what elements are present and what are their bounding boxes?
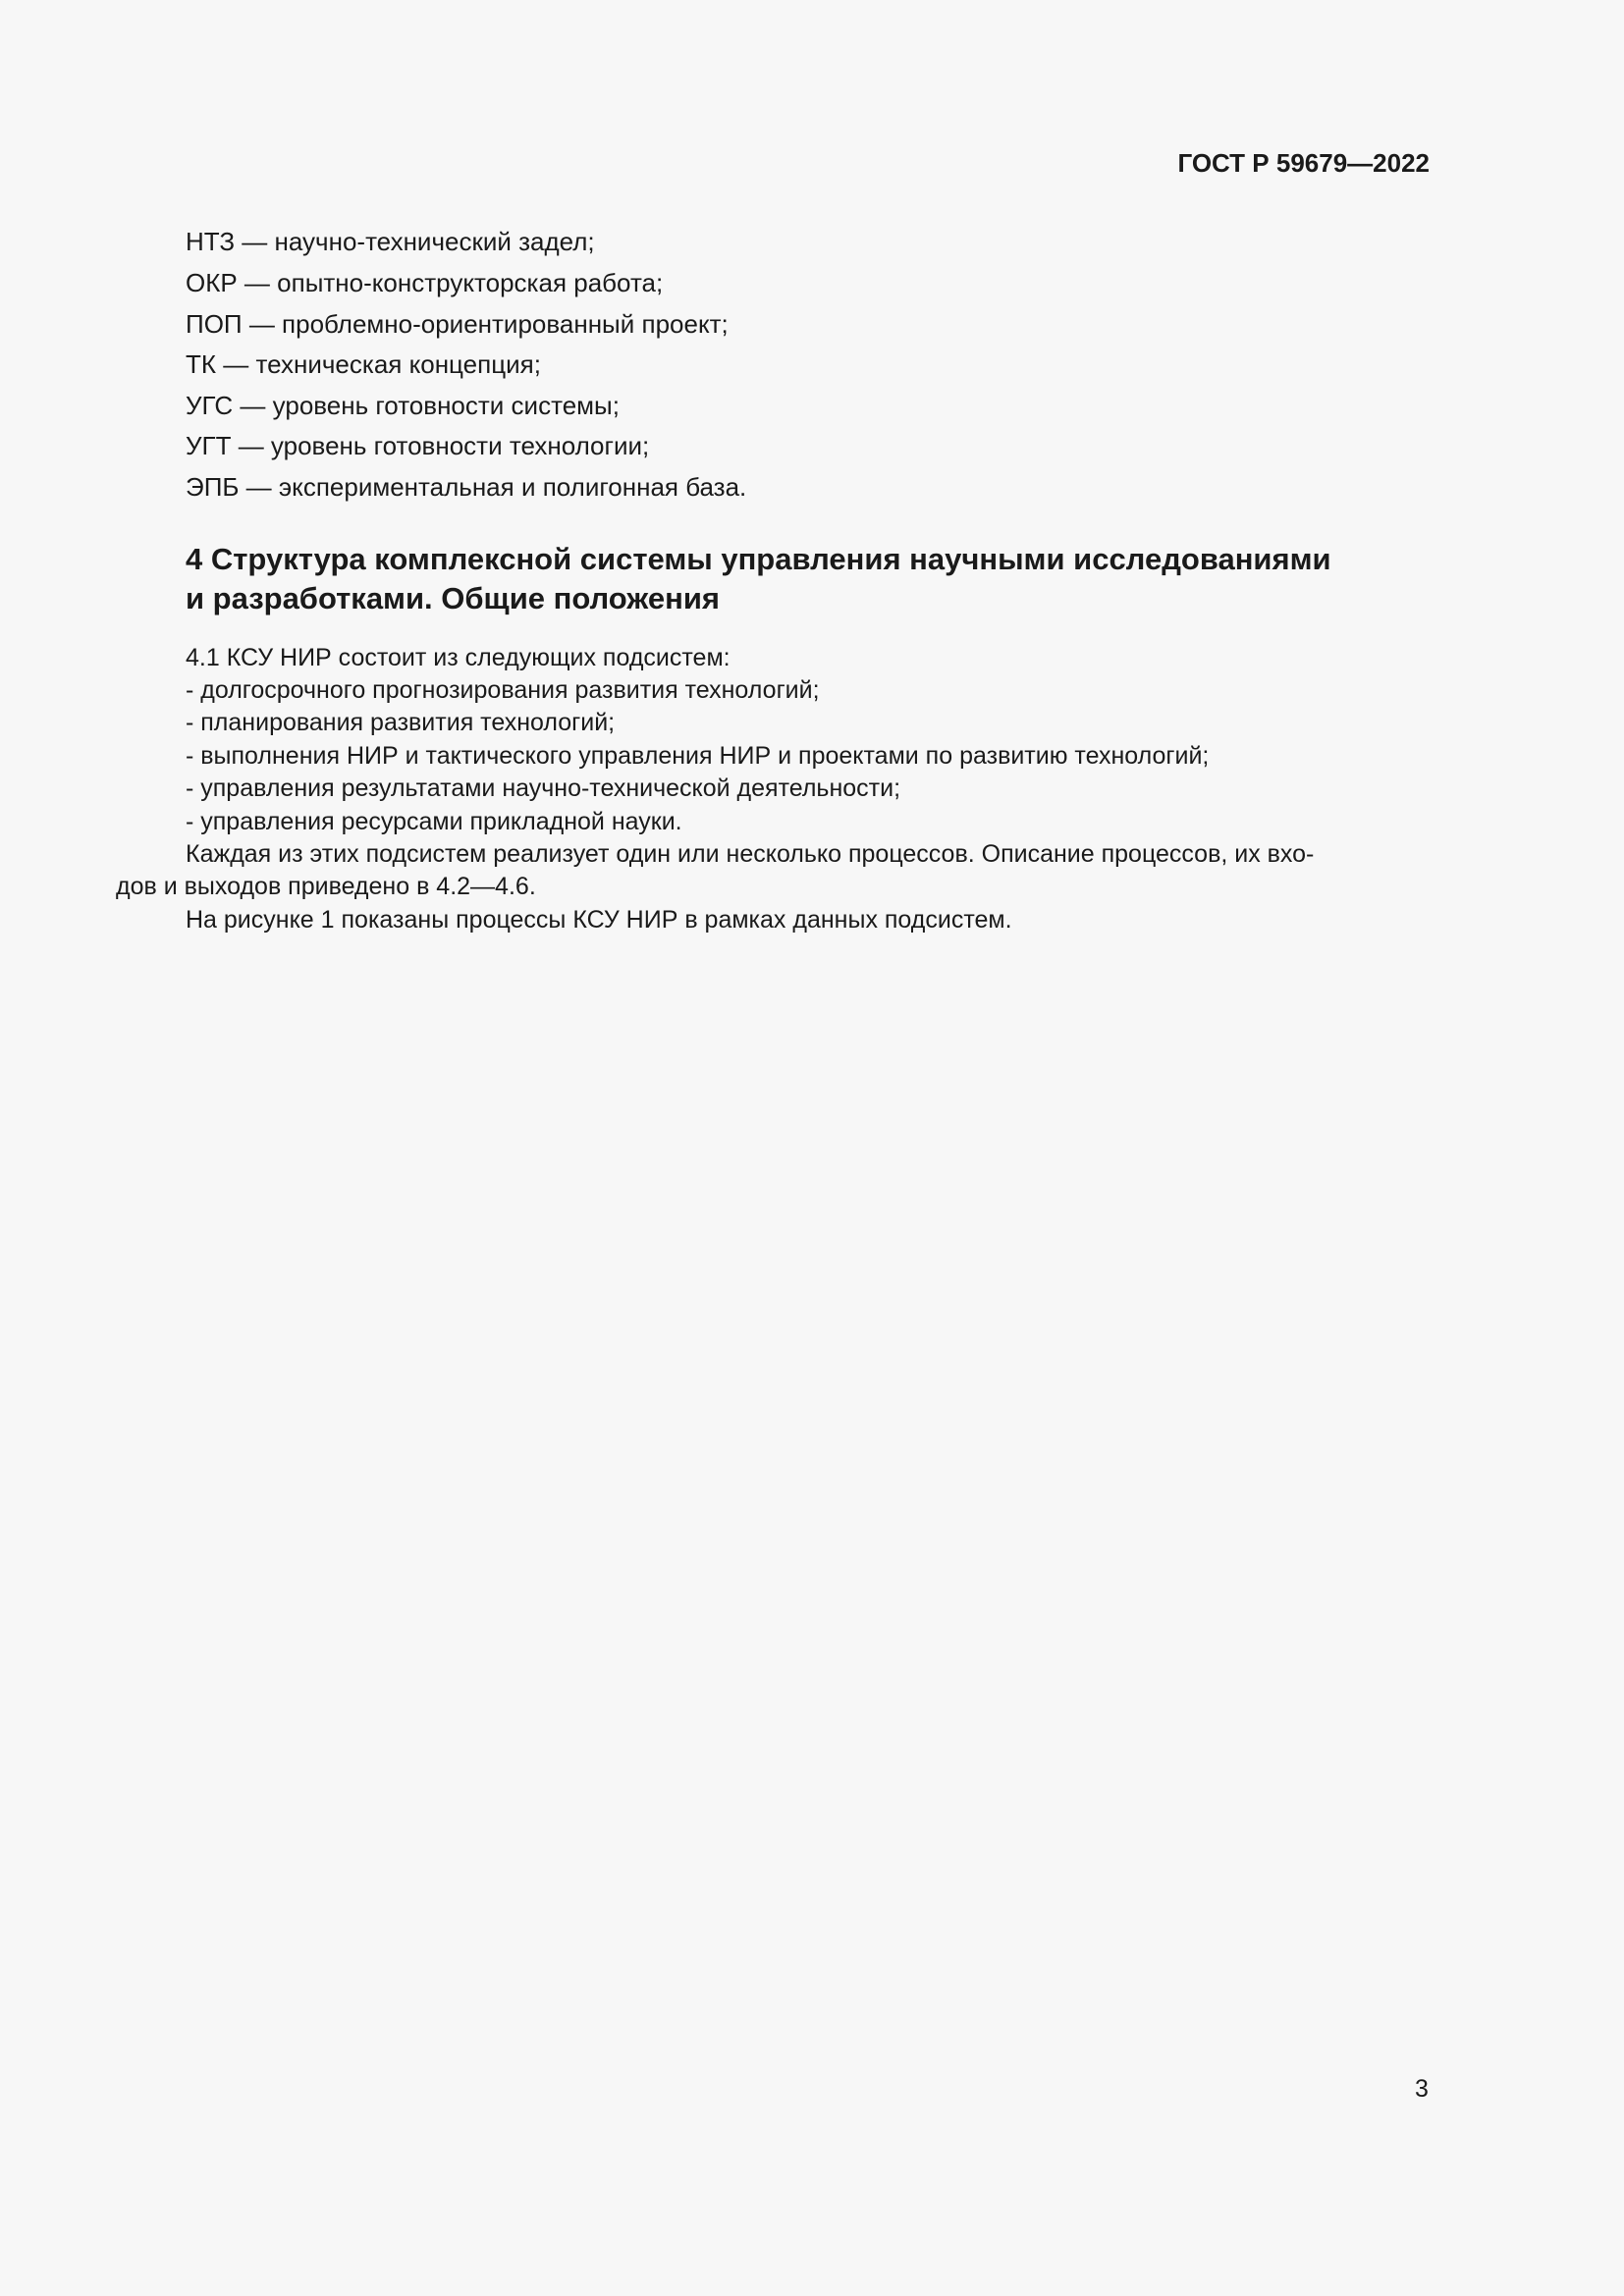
list-item: - управления результатами научно-технической деятельности; xyxy=(186,774,901,802)
abbreviation-item: ТК — техническая концепция; xyxy=(186,349,541,379)
page-number: 3 xyxy=(1415,2075,1429,2103)
section-heading-line: 4 Структура комплексной системы управления научными исследованиями xyxy=(186,542,1331,576)
abbreviation-item: УГТ — уровень готовности технологии; xyxy=(186,431,650,460)
paragraph: На рисунке 1 показаны процессы КСУ НИР в рамках данных подсистем. xyxy=(186,906,1012,934)
list-item: - планирования развития технологий; xyxy=(186,709,616,736)
abbreviation-item: УГС — уровень готовности системы; xyxy=(186,391,620,420)
list-item: - долгосрочного прогнозирования развития технологий; xyxy=(186,676,820,704)
section-heading xyxy=(186,540,1442,618)
abbreviation-item: ПОП — проблемно-ориентированный проект; xyxy=(186,309,729,339)
abbreviation-item: НТЗ — научно-технический задел; xyxy=(186,227,595,256)
paragraph-line: Каждая из этих подсистем реализует один или несколько процессов. Описание процессов, их вхо- xyxy=(186,840,1315,868)
section-heading-line: и разработками. Общие положения xyxy=(186,581,720,615)
list-item: - управления ресурсами прикладной науки. xyxy=(186,808,682,835)
paragraph-line: дов и выходов приведено в 4.2—4.6. xyxy=(116,873,536,900)
abbreviation-item: ОКР — опытно-конструкторская работа; xyxy=(186,268,664,297)
abbreviation-item: ЭПБ — экспериментальная и полигонная база. xyxy=(186,472,747,502)
document-id: ГОСТ Р 59679—2022 xyxy=(1177,148,1430,178)
clause-intro: 4.1 КСУ НИР состоит из следующих подсистем: xyxy=(186,644,731,671)
list-item: - выполнения НИР и тактического управления НИР и проектами по развитию технологий; xyxy=(186,742,1210,770)
